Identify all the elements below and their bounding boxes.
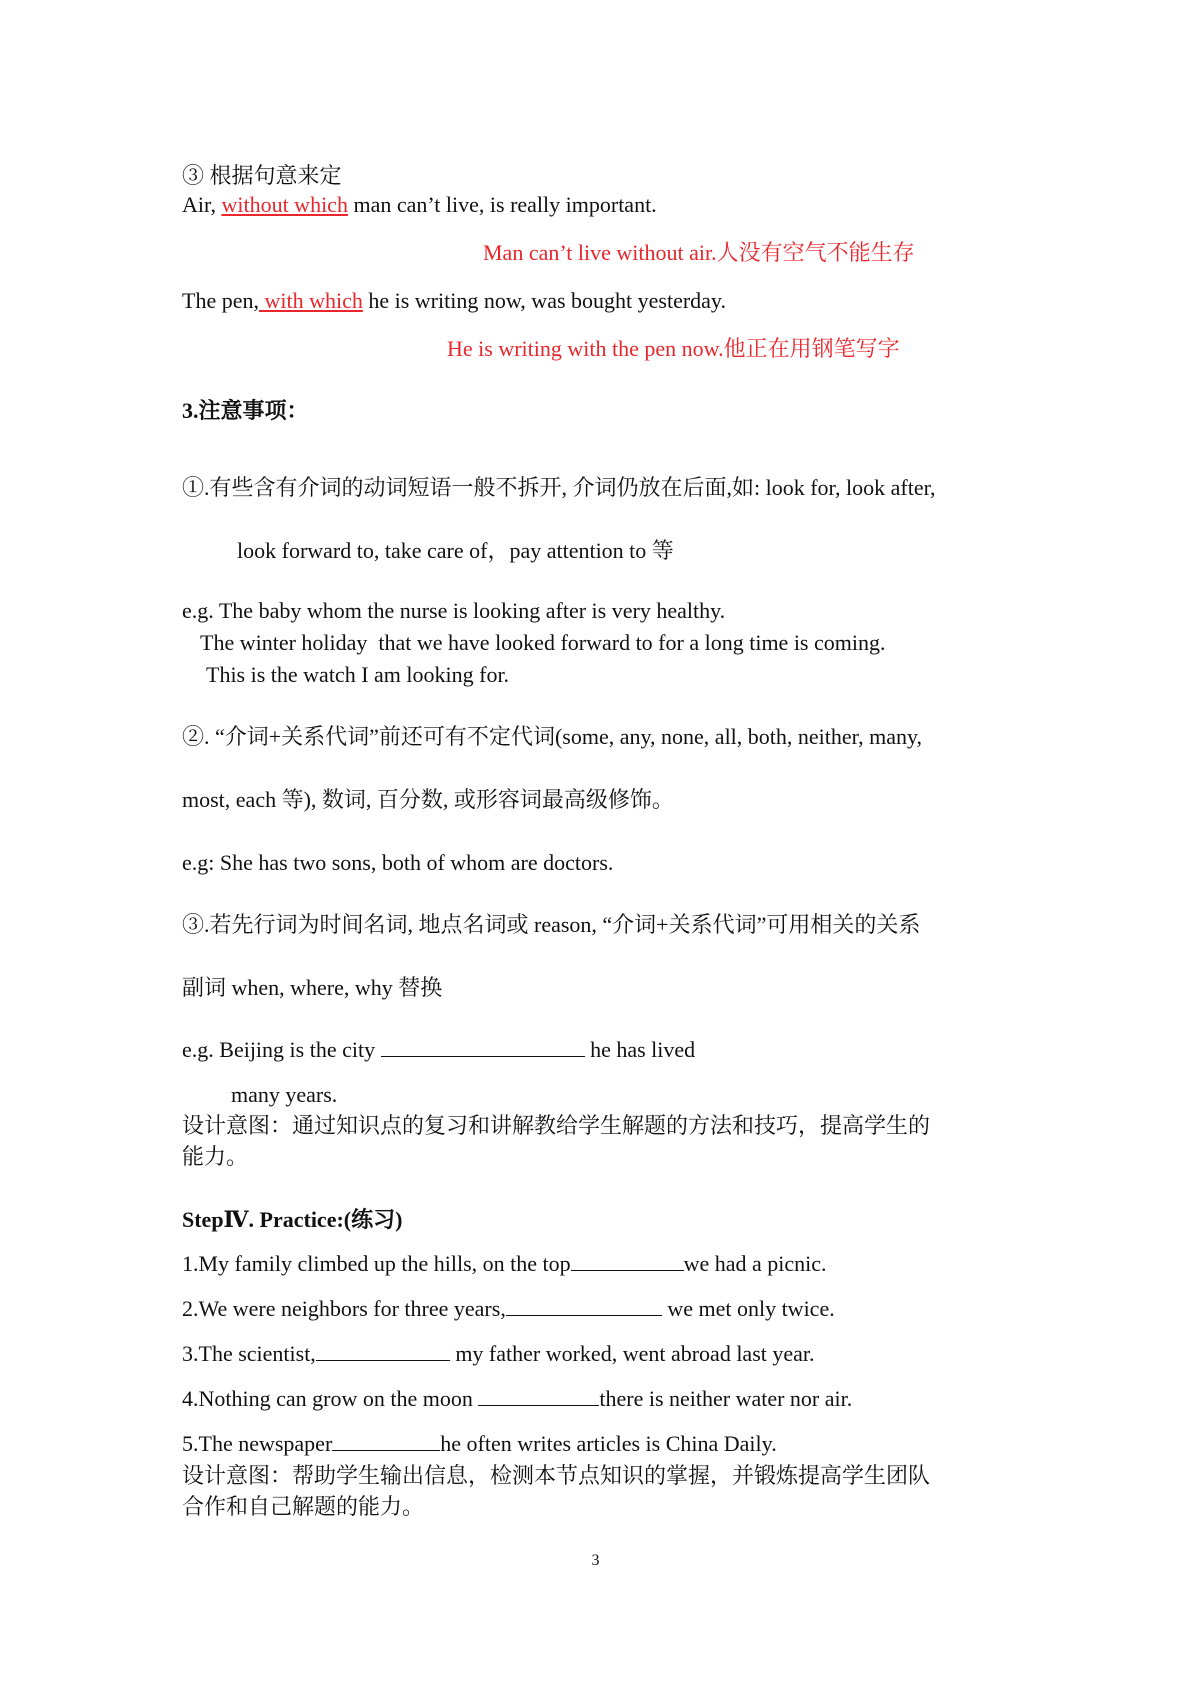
note-3-example-line-2: many years. bbox=[231, 1082, 338, 1107]
answer-blank[interactable] bbox=[478, 1385, 599, 1406]
question-text: 3.The scientist, bbox=[182, 1341, 316, 1366]
question-text: there is neither water nor air. bbox=[599, 1386, 853, 1411]
answer-blank[interactable] bbox=[381, 1036, 585, 1057]
relative-phrase-highlight: with which bbox=[258, 288, 363, 313]
design-intent-2-continued: 合作和自己解题的能力。 bbox=[182, 1494, 425, 1519]
page-number: 3 bbox=[591, 1552, 600, 1569]
design-intent-1: 设计意图：通过知识点的复习和讲解教给学生解题的方法和技巧，提高学生的 bbox=[182, 1113, 931, 1138]
answer-blank[interactable] bbox=[316, 1340, 450, 1361]
answer-blank[interactable] bbox=[332, 1430, 440, 1451]
example-text: man can’t live, is really important. bbox=[347, 192, 657, 217]
question-text: 4.Nothing can grow on the moon bbox=[182, 1386, 479, 1411]
note-1-example-3: This is the watch I am looking for. bbox=[206, 662, 510, 687]
question-text: 2.We were neighbors for three years, bbox=[182, 1296, 506, 1321]
note-3-line-2: 副词 when, where, why 替换 bbox=[182, 975, 443, 1000]
note-1-example-1: e.g. The baby whom the nurse is looking after is very healthy. bbox=[182, 598, 726, 623]
explanation-note-pen: He is writing with the pen now.他正在用钢笔写字 bbox=[447, 336, 900, 361]
note-3-line-1: ③.若先行词为时间名词, 地点名词或 reason, “介词+关系代词”可用相关的关系 bbox=[182, 912, 921, 937]
question-text: he often writes articles is China Daily. bbox=[440, 1431, 777, 1456]
practice-question-2 bbox=[182, 1295, 835, 1323]
practice-question-1 bbox=[182, 1250, 827, 1278]
example-text: The pen, bbox=[182, 288, 259, 313]
note-2-example: e.g: She has two sons, both of whom are doctors. bbox=[182, 850, 614, 875]
design-intent-1-continued: 能力。 bbox=[182, 1144, 249, 1169]
note-3-example bbox=[182, 1036, 695, 1064]
question-text: we had a picnic. bbox=[683, 1251, 827, 1276]
example-sentence-pen bbox=[182, 287, 726, 315]
example-text: he has lived bbox=[584, 1037, 696, 1062]
example-text: e.g. Beijing is the city bbox=[182, 1037, 381, 1062]
explanation-note-air: Man can’t live without air.人没有空气不能生存 bbox=[483, 240, 915, 265]
example-sentence-air bbox=[182, 191, 657, 219]
practice-question-3 bbox=[182, 1340, 815, 1368]
example-text: Air, bbox=[182, 192, 222, 217]
note-2-line-1: ②. “介词+关系代词”前还可有不定代词(some, any, none, all, both, neither, many, bbox=[182, 724, 923, 749]
answer-blank[interactable] bbox=[506, 1295, 662, 1316]
question-text: my father worked, went abroad last year. bbox=[449, 1341, 815, 1366]
note-1-line-1: ①.有些含有介词的动词短语一般不拆开, 介词仍放在后面,如: look for, look after, bbox=[182, 475, 936, 500]
subheading-by-meaning: ③ 根据句意来定 bbox=[182, 163, 342, 188]
relative-phrase-highlight: without which bbox=[221, 192, 348, 217]
practice-question-4 bbox=[182, 1385, 852, 1413]
question-text: 1.My family climbed up the hills, on the top bbox=[182, 1251, 571, 1276]
note-1-line-2: look forward to, take care of，pay attention to 等 bbox=[237, 538, 674, 563]
practice-question-5 bbox=[182, 1430, 777, 1458]
question-text: we met only twice. bbox=[661, 1296, 835, 1321]
question-text: 5.The newspaper bbox=[182, 1431, 333, 1456]
design-intent-2: 设计意图：帮助学生输出信息，检测本节点知识的掌握，并锻炼提高学生团队 bbox=[182, 1463, 931, 1488]
note-2-line-2: most, each 等), 数词, 百分数, 或形容词最高级修饰。 bbox=[182, 787, 674, 812]
example-text: he is writing now, was bought yesterday. bbox=[362, 288, 726, 313]
note-1-example-2: The winter holiday that we have looked forward to for a long time is coming. bbox=[200, 630, 886, 655]
practice-heading: StepⅣ. Practice:(练习) bbox=[182, 1207, 403, 1232]
notes-heading: 3.注意事项： bbox=[182, 398, 309, 423]
answer-blank[interactable] bbox=[571, 1250, 684, 1271]
